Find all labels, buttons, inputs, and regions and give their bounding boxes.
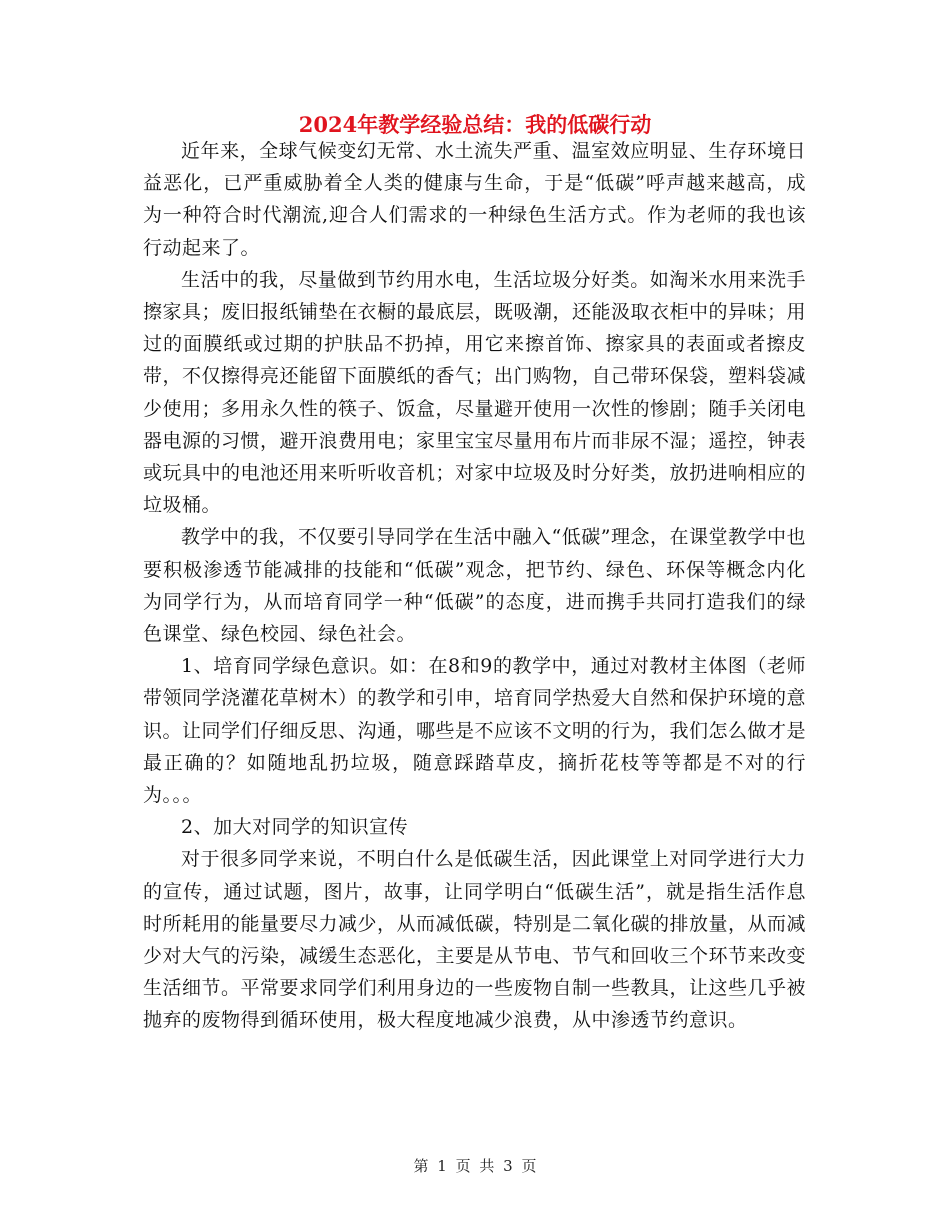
paragraph-teaching: 教学中的我，不仅要引导同学在生活中融入“低碳”理念，在课堂教学中也要积极渗透节能减排的技能和“低碳”观念，把节约、绿色、环保等概念内化为同学行为，从而培育同学一种“低碳”的态度，进而携手共同打造我们的绿色课堂、绿色校园、绿色社会。 <box>143 526 806 646</box>
paragraph-point-1: 1、培育同学绿色意识。如：在8和9的教学中，通过对教材主体图（老师带领同学浇灌花草树木）的教学和引申，培育同学热爱大自然和保护环境的意识。让同学们仔细反思、沟通，哪些是不应该不文明的行为，我们怎么做才是最正确的？如随地乱扔垃圾，随意踩踏草皮，摘折花枝等等都是不对的行为。。。 <box>143 655 807 807</box>
paragraph-life: 生活中的我，尽量做到节约用水电，生活垃圾分好类。如淘米水用来洗手擦家具；废旧报纸铺垫在衣橱的最底层，既吸潮，还能汲取衣柜中的异味；用过的面膜纸或过期的护肤品不扔掉，用它来擦首饰、擦家具的表面或者擦皮带，不仅擦得亮还能留下面膜纸的香气；出门购物，自己带环保袋，塑料袋减少使用；多用永久性的筷子、饭盒，尽量避开使用一次性的惨剧；随手关闭电器电源的习惯，避开浪费用电；家里宝宝尽量用布片而非尿不湿；遥控，钟表或玩具中的电池还用来听听收音机；对家中垃圾及时分好类，放扔进响相应的垃圾桶。 <box>143 268 807 517</box>
paragraph-point-2-heading: 2、加大对同学的知识宣传 <box>181 816 409 839</box>
document-title: 2024年教学经验总结：我的低碳行动 <box>298 112 652 137</box>
paragraph-point-2: 对于很多同学来说，不明白什么是低碳生活，因此课堂上对同学进行大力的宣传，通过试题，图片，故事，让同学明白“低碳生活”，就是指生活作息时所耗用的能量要尽力减少，从而减低碳，特别是二氧化碳的排放量，从而减少对大气的污染，减缓生态恶化，主要是从节电、节气和回收三个环节来改变生活细节。平常要求同学们利用身边的一些废物自制一些教具，让这些几乎被抛弃的废物得到循环使用，极大程度地减少浪费，从中渗透节约意识。 <box>143 848 807 1032</box>
page-number-footer: 第 1 页 共 3 页 <box>413 1157 537 1175</box>
document-body <box>143 135 806 1037</box>
paragraph-intro: 近年来，全球气候变幻无常、水土流失严重、温室效应明显、生存环境日益恶化，已严重威胁着全人类的健康与生命，于是“低碳”呼声越来越高，成为一种符合时代潮流,迎合人们需求的一种绿色生活方式。作为老师的我也该行动起来了。 <box>143 140 806 259</box>
